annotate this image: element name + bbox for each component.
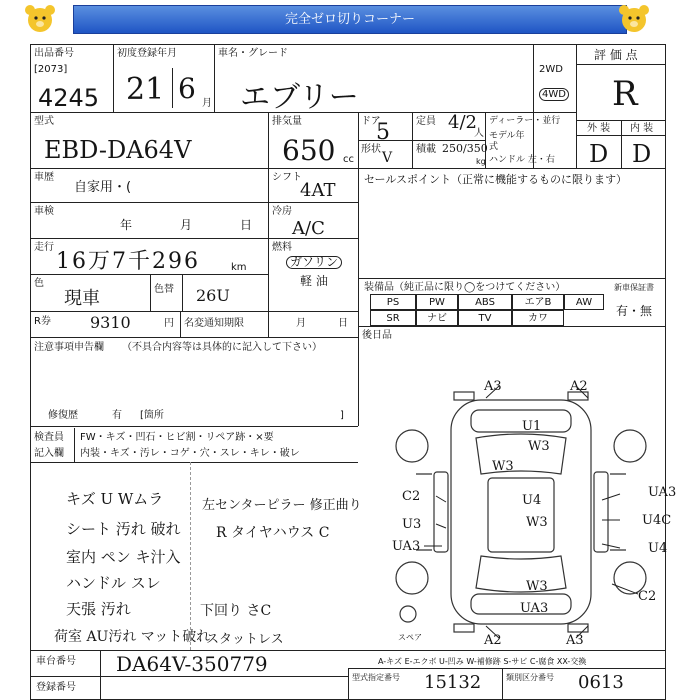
capacity-label: 定員 xyxy=(416,116,436,127)
checker-items-interior: 内装・キズ・汚レ・コゲ・穴・スレ・キレ・破レ xyxy=(80,448,300,459)
ext-score: D xyxy=(589,140,609,168)
checker-items-exterior: FW・キズ・凹石・ヒビ割・リペア跡・×要 xyxy=(80,432,274,443)
name-change-month: 月 xyxy=(296,318,306,329)
fuel-label: 燃料 xyxy=(272,242,292,253)
equip-pw: PW xyxy=(429,297,445,308)
fuel-diesel: 軽 油 xyxy=(300,274,328,288)
class-no-value: 0613 xyxy=(578,672,624,693)
damage-mark: C2 xyxy=(638,589,657,604)
note-line: R タイヤハウス C xyxy=(216,525,330,541)
repair-close: ] xyxy=(340,410,344,421)
use-value: 自家用・( xyxy=(74,180,132,195)
reg-label: 登録番号 xyxy=(36,682,76,693)
ac-value: A/C xyxy=(292,218,325,239)
recycle-value: 9310 xyxy=(90,313,131,332)
color-code: 26U xyxy=(196,286,230,305)
payload-label: 積載 xyxy=(416,144,436,155)
mileage-label: 走行 xyxy=(34,242,54,253)
int-score: D xyxy=(632,140,652,168)
checker-label-2: 記入欄 xyxy=(34,448,64,459)
payload-unit: kg xyxy=(476,157,486,166)
payload-value: 250/350 xyxy=(442,142,488,155)
note-line: 下回り さC xyxy=(200,603,272,619)
drive-2wd: 2WD xyxy=(539,64,563,75)
lot-label: 出品番号 xyxy=(34,48,74,59)
bear-mascot-icon xyxy=(18,3,62,35)
damage-mark: UA3 xyxy=(392,539,421,554)
chassis-value: DA64V-350779 xyxy=(116,652,268,676)
damage-mark: W3 xyxy=(526,579,548,594)
damage-legend: A-キズ E-エクボ U-凹み W-補修跡 S-サビ C-腐食 XX-交換 xyxy=(378,657,587,666)
model-value: EBD-DA64V xyxy=(44,136,192,164)
damage-mark: A2 xyxy=(570,379,588,394)
first-reg-month-unit: 月 xyxy=(202,98,212,109)
use-label: 車歴 xyxy=(34,172,54,183)
repair-part: [箇所 xyxy=(140,410,164,421)
repair-label: 修復歴 xyxy=(48,410,78,421)
displacement-value: 650 xyxy=(282,134,336,167)
first-reg-month: 6 xyxy=(178,72,196,105)
fuel-gasoline: ガソリン xyxy=(286,256,342,269)
type-no-label: 型式指定番号 xyxy=(352,673,400,682)
doors-value: 5 xyxy=(376,120,390,145)
displacement-label: 排気量 xyxy=(272,116,302,127)
note-line: ハンドル スレ xyxy=(66,574,161,592)
damage-mark: UA3 xyxy=(520,601,549,616)
damage-mark: U4C xyxy=(642,513,672,528)
color-value: 現車 xyxy=(64,288,100,309)
rear-seat-label: 後日品 xyxy=(362,330,392,341)
shift-label: シフト xyxy=(272,172,302,183)
shape-value: V xyxy=(382,150,393,166)
shape-label: 形状 xyxy=(361,144,381,155)
damage-mark: A3 xyxy=(484,379,502,394)
ext-label: 外 装 xyxy=(587,123,611,134)
equip-abs: ABS xyxy=(475,297,495,308)
warranty-value: 有・無 xyxy=(616,304,653,318)
first-reg-label: 初度登録年月 xyxy=(117,48,177,59)
note-line: シート 汚れ 破れ xyxy=(66,520,181,538)
type-no-value: 15132 xyxy=(424,672,482,693)
recycle-label: R券 xyxy=(34,316,51,327)
inspection-month: 月 xyxy=(180,218,193,232)
mileage-value: 16万7千296 xyxy=(56,249,200,274)
shift-value: 4AT xyxy=(300,180,336,201)
sales-point-label: セールスポイント（正常に機能するものに限ります） xyxy=(364,173,628,186)
note-line: 天張 汚れ xyxy=(66,600,131,618)
ac-label: 冷房 xyxy=(272,206,292,217)
inspection-day: 日 xyxy=(240,218,253,232)
first-reg-year: 21 xyxy=(126,72,165,107)
car-damage-diagram xyxy=(376,378,676,646)
damage-mark: U1 xyxy=(522,419,542,434)
damage-mark: W3 xyxy=(528,439,550,454)
equipment-label: 装備品（純正品に限り◯をつけてください） xyxy=(364,282,566,293)
inspection-year: 年 xyxy=(120,218,133,232)
recycle-unit: 円 xyxy=(164,318,174,329)
lot-number: 4245 xyxy=(38,84,100,112)
score-value: R xyxy=(612,74,638,114)
damage-mark: A2 xyxy=(484,633,502,646)
equip-aw: AW xyxy=(575,297,593,308)
damage-mark: U3 xyxy=(402,517,422,532)
displacement-unit: cc xyxy=(343,154,354,165)
doors-label: ドア xyxy=(361,116,381,127)
lot-sub: [2073] xyxy=(34,64,68,75)
notes-label: 注意事項申告欄 xyxy=(34,342,104,353)
equip-navi: ナビ xyxy=(427,313,447,324)
inspection-label: 車検 xyxy=(34,206,54,217)
equip-leather: カワ xyxy=(528,313,548,324)
equip-ps: PS xyxy=(386,297,400,308)
note-line: キズ U Wムラ xyxy=(66,490,164,508)
drive-4wd: 4WD xyxy=(539,88,569,101)
color-label: 色 xyxy=(34,278,44,289)
model-label: 型式 xyxy=(34,116,54,127)
repair-value: 有 xyxy=(112,410,122,421)
equip-airbag: エアB xyxy=(524,297,552,308)
name-change-day: 日 xyxy=(338,318,348,329)
chassis-label: 車台番号 xyxy=(36,656,76,667)
dealer-label: ディーラー・並行 xyxy=(489,116,561,126)
damage-mark: U4 xyxy=(648,541,668,556)
color-code-label: 色替 xyxy=(154,284,174,295)
model-year-label: モデル年式 xyxy=(489,131,525,152)
mileage-unit: km xyxy=(231,262,247,273)
damage-mark: A3 xyxy=(566,633,584,646)
checker-label: 検査員 xyxy=(34,432,64,443)
spare-label: スペア xyxy=(398,633,422,642)
int-label: 内 装 xyxy=(630,123,654,134)
equip-sr: SR xyxy=(386,313,400,324)
damage-mark: W3 xyxy=(526,515,548,530)
bear-mascot-icon xyxy=(612,3,656,35)
damage-mark: C2 xyxy=(402,489,421,504)
damage-mark: UA3 xyxy=(648,485,676,500)
capacity-value: 4/2 xyxy=(448,112,477,133)
car-name-label: 車名・グレード xyxy=(218,48,288,59)
class-no-label: 類別区分番号 xyxy=(506,673,554,682)
notes-sub: （不具合内容等は具体的に記入して下さい） xyxy=(122,342,322,353)
equip-tv: TV xyxy=(478,313,492,324)
header-banner: 完全ゼロ切りコーナー xyxy=(73,5,627,34)
note-line: スタットレス xyxy=(206,632,284,647)
note-line: 荷室 AU汚れ マット破れ xyxy=(54,629,211,645)
score-label: 評 価 点 xyxy=(594,48,638,62)
note-line: 左センターピラー 修正曲り xyxy=(202,498,362,513)
new-warranty-label: 新車保証書 xyxy=(614,283,654,292)
damage-mark: W3 xyxy=(492,459,514,474)
note-line: 室内 ペン キ汁入 xyxy=(66,548,181,566)
handle-label: ハンドル 左・右 xyxy=(489,155,555,165)
name-change-label: 名変通知期限 xyxy=(184,318,244,329)
car-name-value: エブリー xyxy=(240,80,359,115)
damage-mark: U4 xyxy=(522,493,542,508)
capacity-unit: 人 xyxy=(474,128,484,139)
